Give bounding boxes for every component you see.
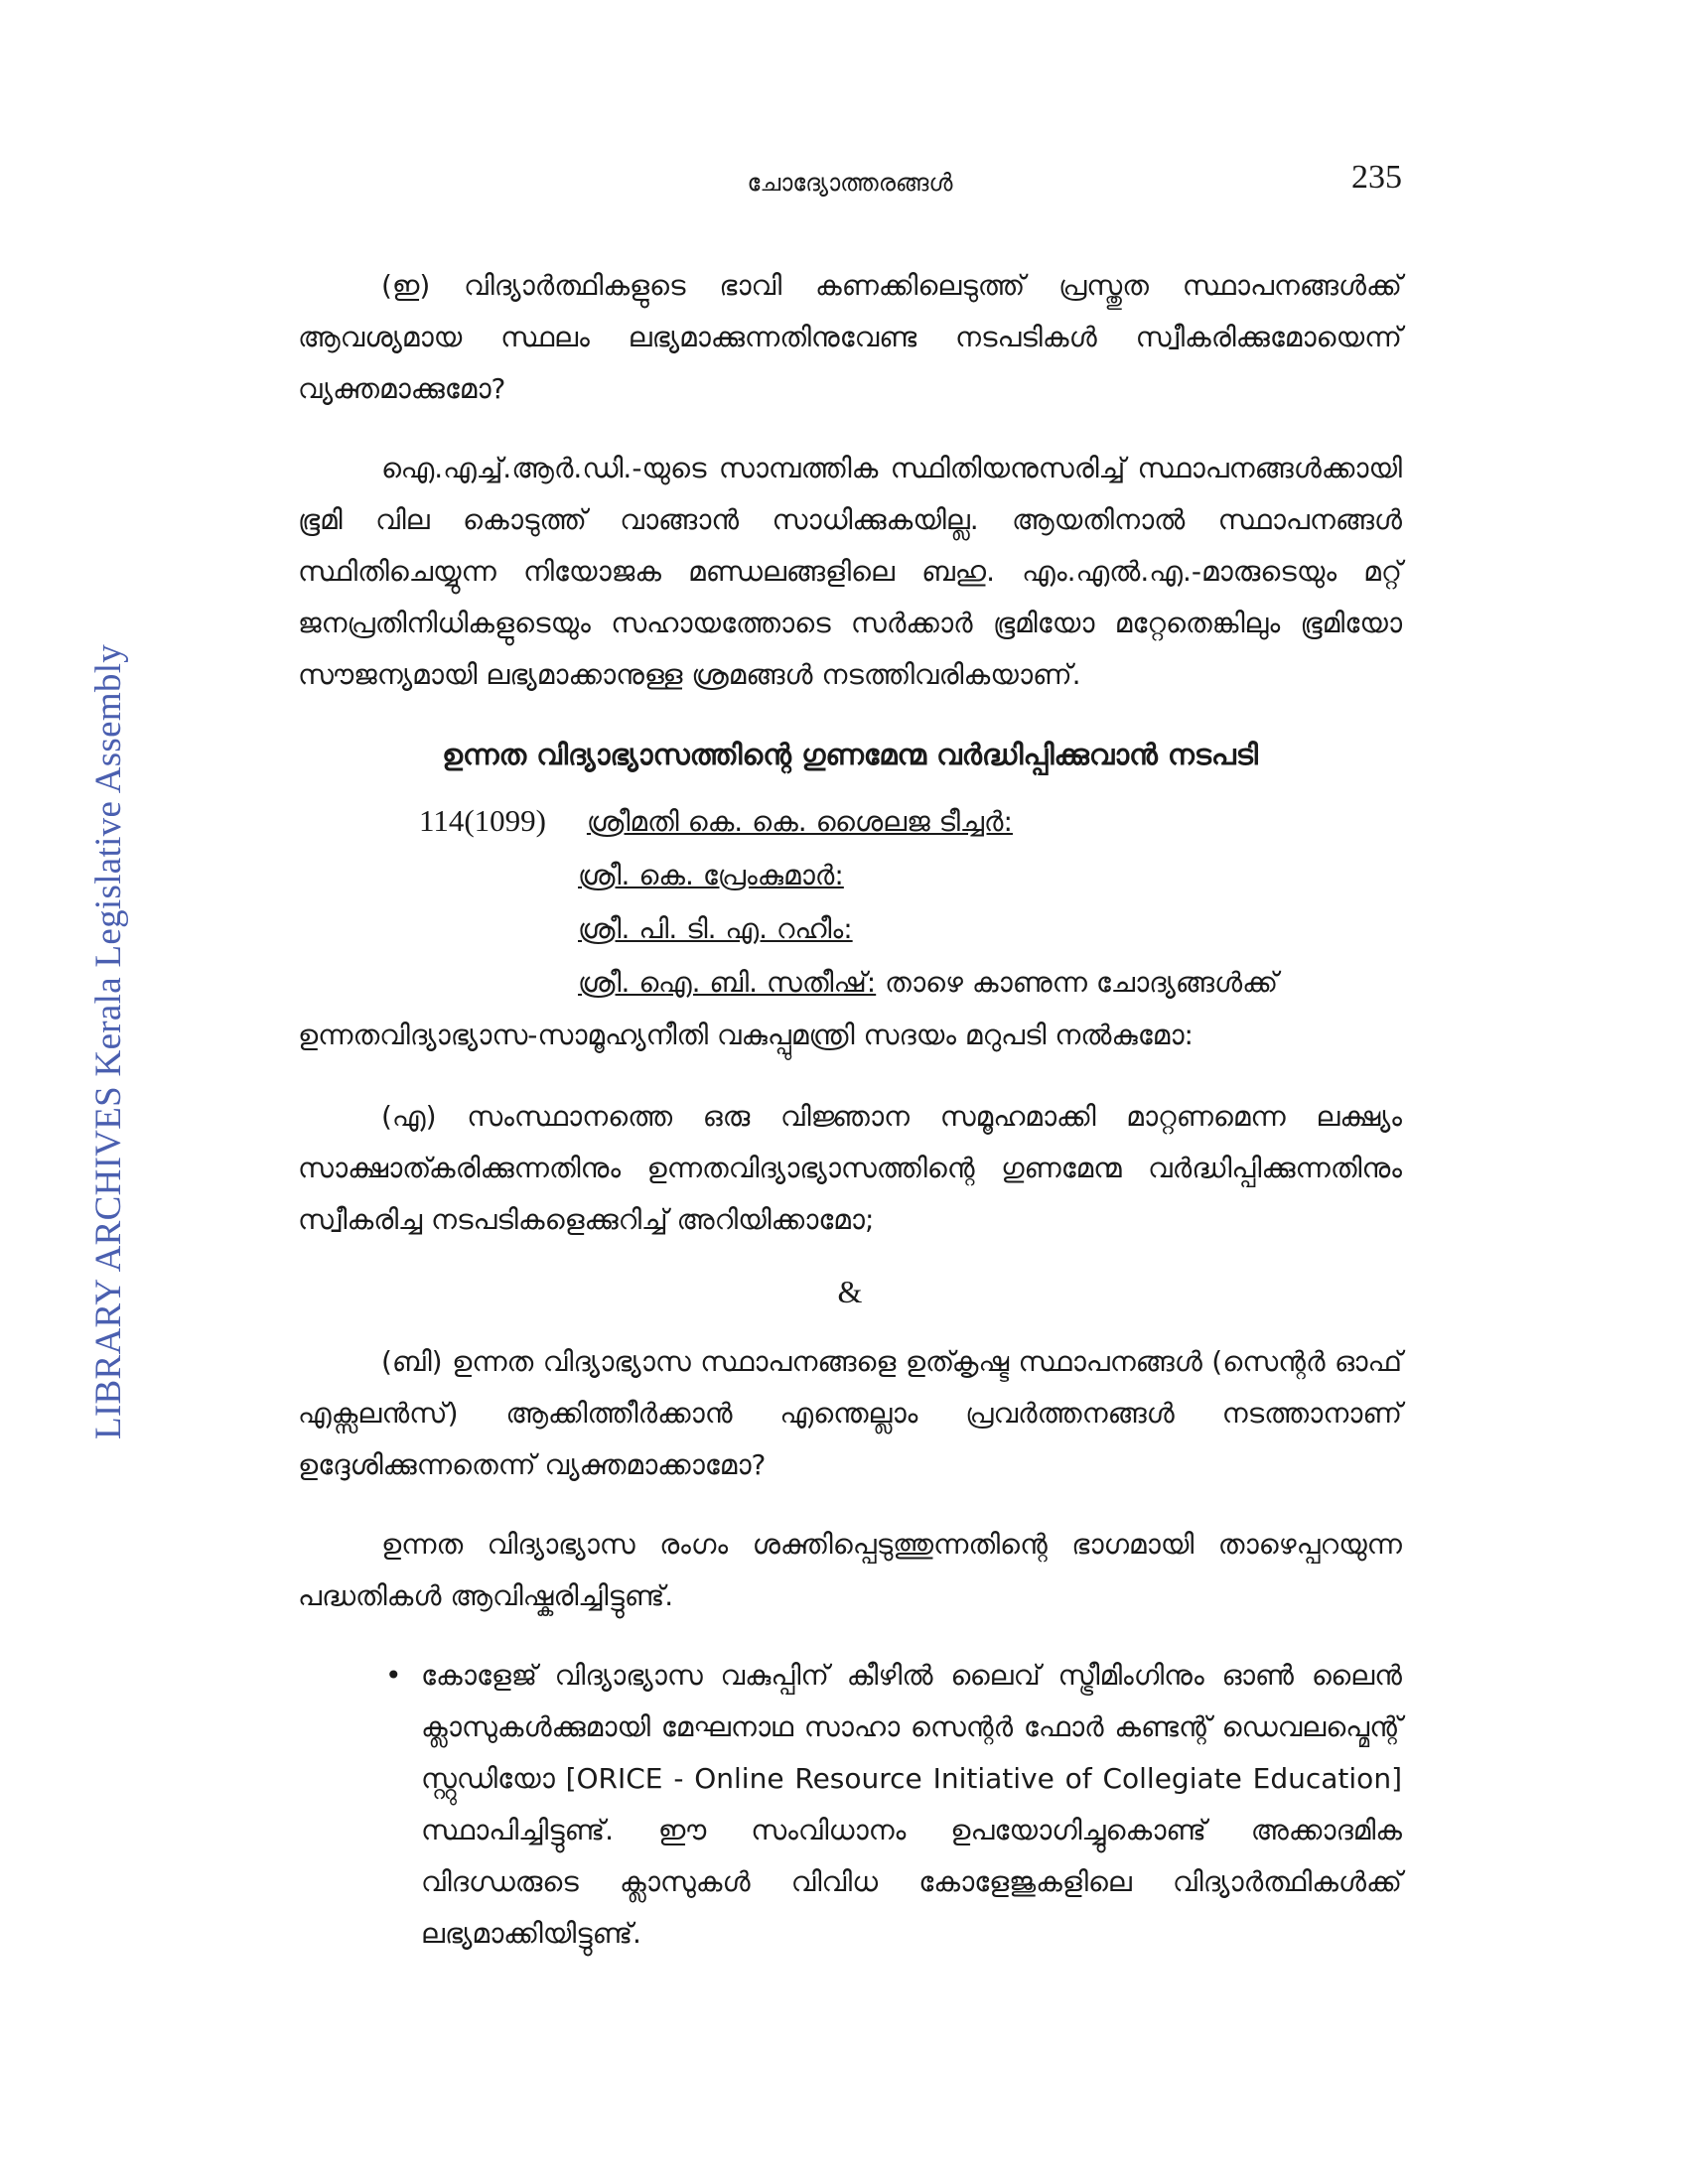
member-name: ശ്രീ. കെ. പ്രേംകുമാർ:	[578, 859, 844, 891]
member-name: ശ്രീ. ഐ. ബി. സതീഷ്:	[578, 966, 877, 999]
question-line-4	[298, 956, 1402, 1010]
member-name: ശ്രീമതി കെ. കെ. ശൈലജ ടീച്ചർ:	[586, 805, 1013, 838]
answer-paragraph: ഐ.എച്ച്.ആർ.ഡി.-യുടെ സാമ്പത്തിക സ്ഥിതിയനുസരിച്ച് സ്ഥാപനങ്ങൾക്കായി ഭൂമി വില കൊടുത്ത് വാങ്ങാൻ സാധിക്കുകയില്ല. ആയതിനാൽ സ്ഥാപനങ്ങൾ സ്ഥിതിചെയ്യുന്ന നിയോജക മണ്ഡലങ്ങളിലെ ബഹു. എം.എൽ.എ.-മാരുടെയും മറ്റ് ജനപ്രതിനിധികളുടെയും സഹായത്തോടെ സർക്കാർ ഭൂമിയോ മറ്റേതെങ്കിലും ഭൂമിയോ സൗജന്യമായി ലഭ്യമാക്കാനുള്ള ശ്രമങ്ങൾ നടത്തിവരികയാണ്.	[298, 452, 1402, 691]
page-header	[298, 159, 1402, 199]
question-part-a: (എ) സംസ്ഥാനത്തെ ഒരു വിജ്ഞാന സമൂഹമാക്കി മാറ്റണമെന്ന ലക്ഷ്യം സാക്ഷാത്കരിക്കുന്നതിനും ഉന്നതവിദ്യാഭ്യാസത്തിന്റെ ഗുണമേന്മ വർദ്ധിപ്പിക്കുന്നതിനും സ്വീകരിച്ച നടപടികളെക്കുറിച്ച് അറിയിക്കാമോ;	[298, 1100, 1402, 1236]
page-number: 235	[1351, 159, 1402, 196]
question-block	[298, 794, 1402, 1061]
answer-intro: ഉന്നത വിദ്യാഭ്യാസ രംഗം ശക്തിപ്പെടുത്തുന്നതിന്റെ ഭാഗമായി താഴെപ്പറയുന്ന പദ്ധതികൾ ആവിഷ്കരിച്ചിട്ടുണ്ട്.	[298, 1528, 1402, 1612]
archive-watermark: LIBRARY ARCHIVES Kerala Legislative Assembly	[88, 643, 129, 1439]
question-heading: ഉന്നത വിദ്യാഭ്യാസത്തിന്റെ ഗുണമേന്മ വർദ്ധിപ്പിക്കുവാൻ നടപടി	[442, 738, 1258, 771]
question-addressee: ഉന്നതവിദ്യാഭ്യാസ-സാമൂഹ്യനീതി വകുപ്പുമന്ത്രി സദയം മറുപടി നൽകുമോ:	[298, 1019, 1194, 1051]
question-lead-text: താഴെ കാണുന്ന ചോദ്യങ്ങൾക്ക്	[876, 966, 1279, 999]
list-item: • കോളേജ് വിദ്യാഭ്യാസ വകുപ്പിന് കീഴിൽ ലൈവ് സ്ട്രീമിംഗിനും ഓൺ ലൈൻ ക്ലാസുകൾക്കുമായി മേഘനാഥ സാഹാ സെന്റർ ഫോർ കണ്ടന്റ് ഡെവലപ്മെന്റ് സ്റ്റുഡിയോ [ORICE - Online Resource Initiative of Collegiate Education] സ്ഥാപിച്ചിട്ടുണ്ട്. ഈ സംവിധാനം ഉപയോഗിച്ചുകൊണ്ട് അക്കാദമിക വിദഗ്ധരുടെ ക്ലാസുകൾ വിവിധ കോളേജുകളിലെ വിദ്യാർത്ഥികൾക്ക് ലഭ്യമാക്കിയിട്ടുണ്ട്.	[421, 1650, 1402, 1960]
ampersand-separator: &	[837, 1274, 863, 1309]
question-part-e: (ഇ) വിദ്യാർത്ഥികളുടെ ഭാവി കണക്കിലെടുത്ത് പ്രസ്തുത സ്ഥാപനങ്ങൾക്ക് ആവശ്യമായ സ്ഥലം ലഭ്യമാക്കുന്നതിനുവേണ്ട നടപടികൾ സ്വീകരിക്കുമോയെന്ന് വ്യക്തമാക്കുമോ?	[298, 269, 1402, 405]
answer-bullet-list	[298, 1650, 1402, 1960]
question-part-b: (ബി) ഉന്നത വിദ്യാഭ്യാസ സ്ഥാപനങ്ങളെ ഉത്കൃഷ്ട സ്ഥാപനങ്ങൾ (സെന്റർ ഓഫ് എക്സലൻസ്) ആക്കിത്തീർക്കാൻ എന്തെല്ലാം പ്രവർത്തനങ്ങൾ നടത്താനാണ് ഉദ്ദേശിക്കുന്നതെന്ന് വ്യക്തമാക്കാമോ?	[298, 1345, 1402, 1481]
running-title: ചോദ്യോത്തരങ്ങൾ	[747, 169, 953, 197]
question-line-2	[298, 849, 1402, 902]
question-line-1	[298, 794, 1402, 849]
member-name: ശ്രീ. പി. ടി. എ. റഹീം:	[578, 912, 853, 945]
question-line-3	[298, 902, 1402, 956]
question-number: 114(1099)	[419, 803, 546, 838]
page-body	[298, 260, 1402, 1960]
